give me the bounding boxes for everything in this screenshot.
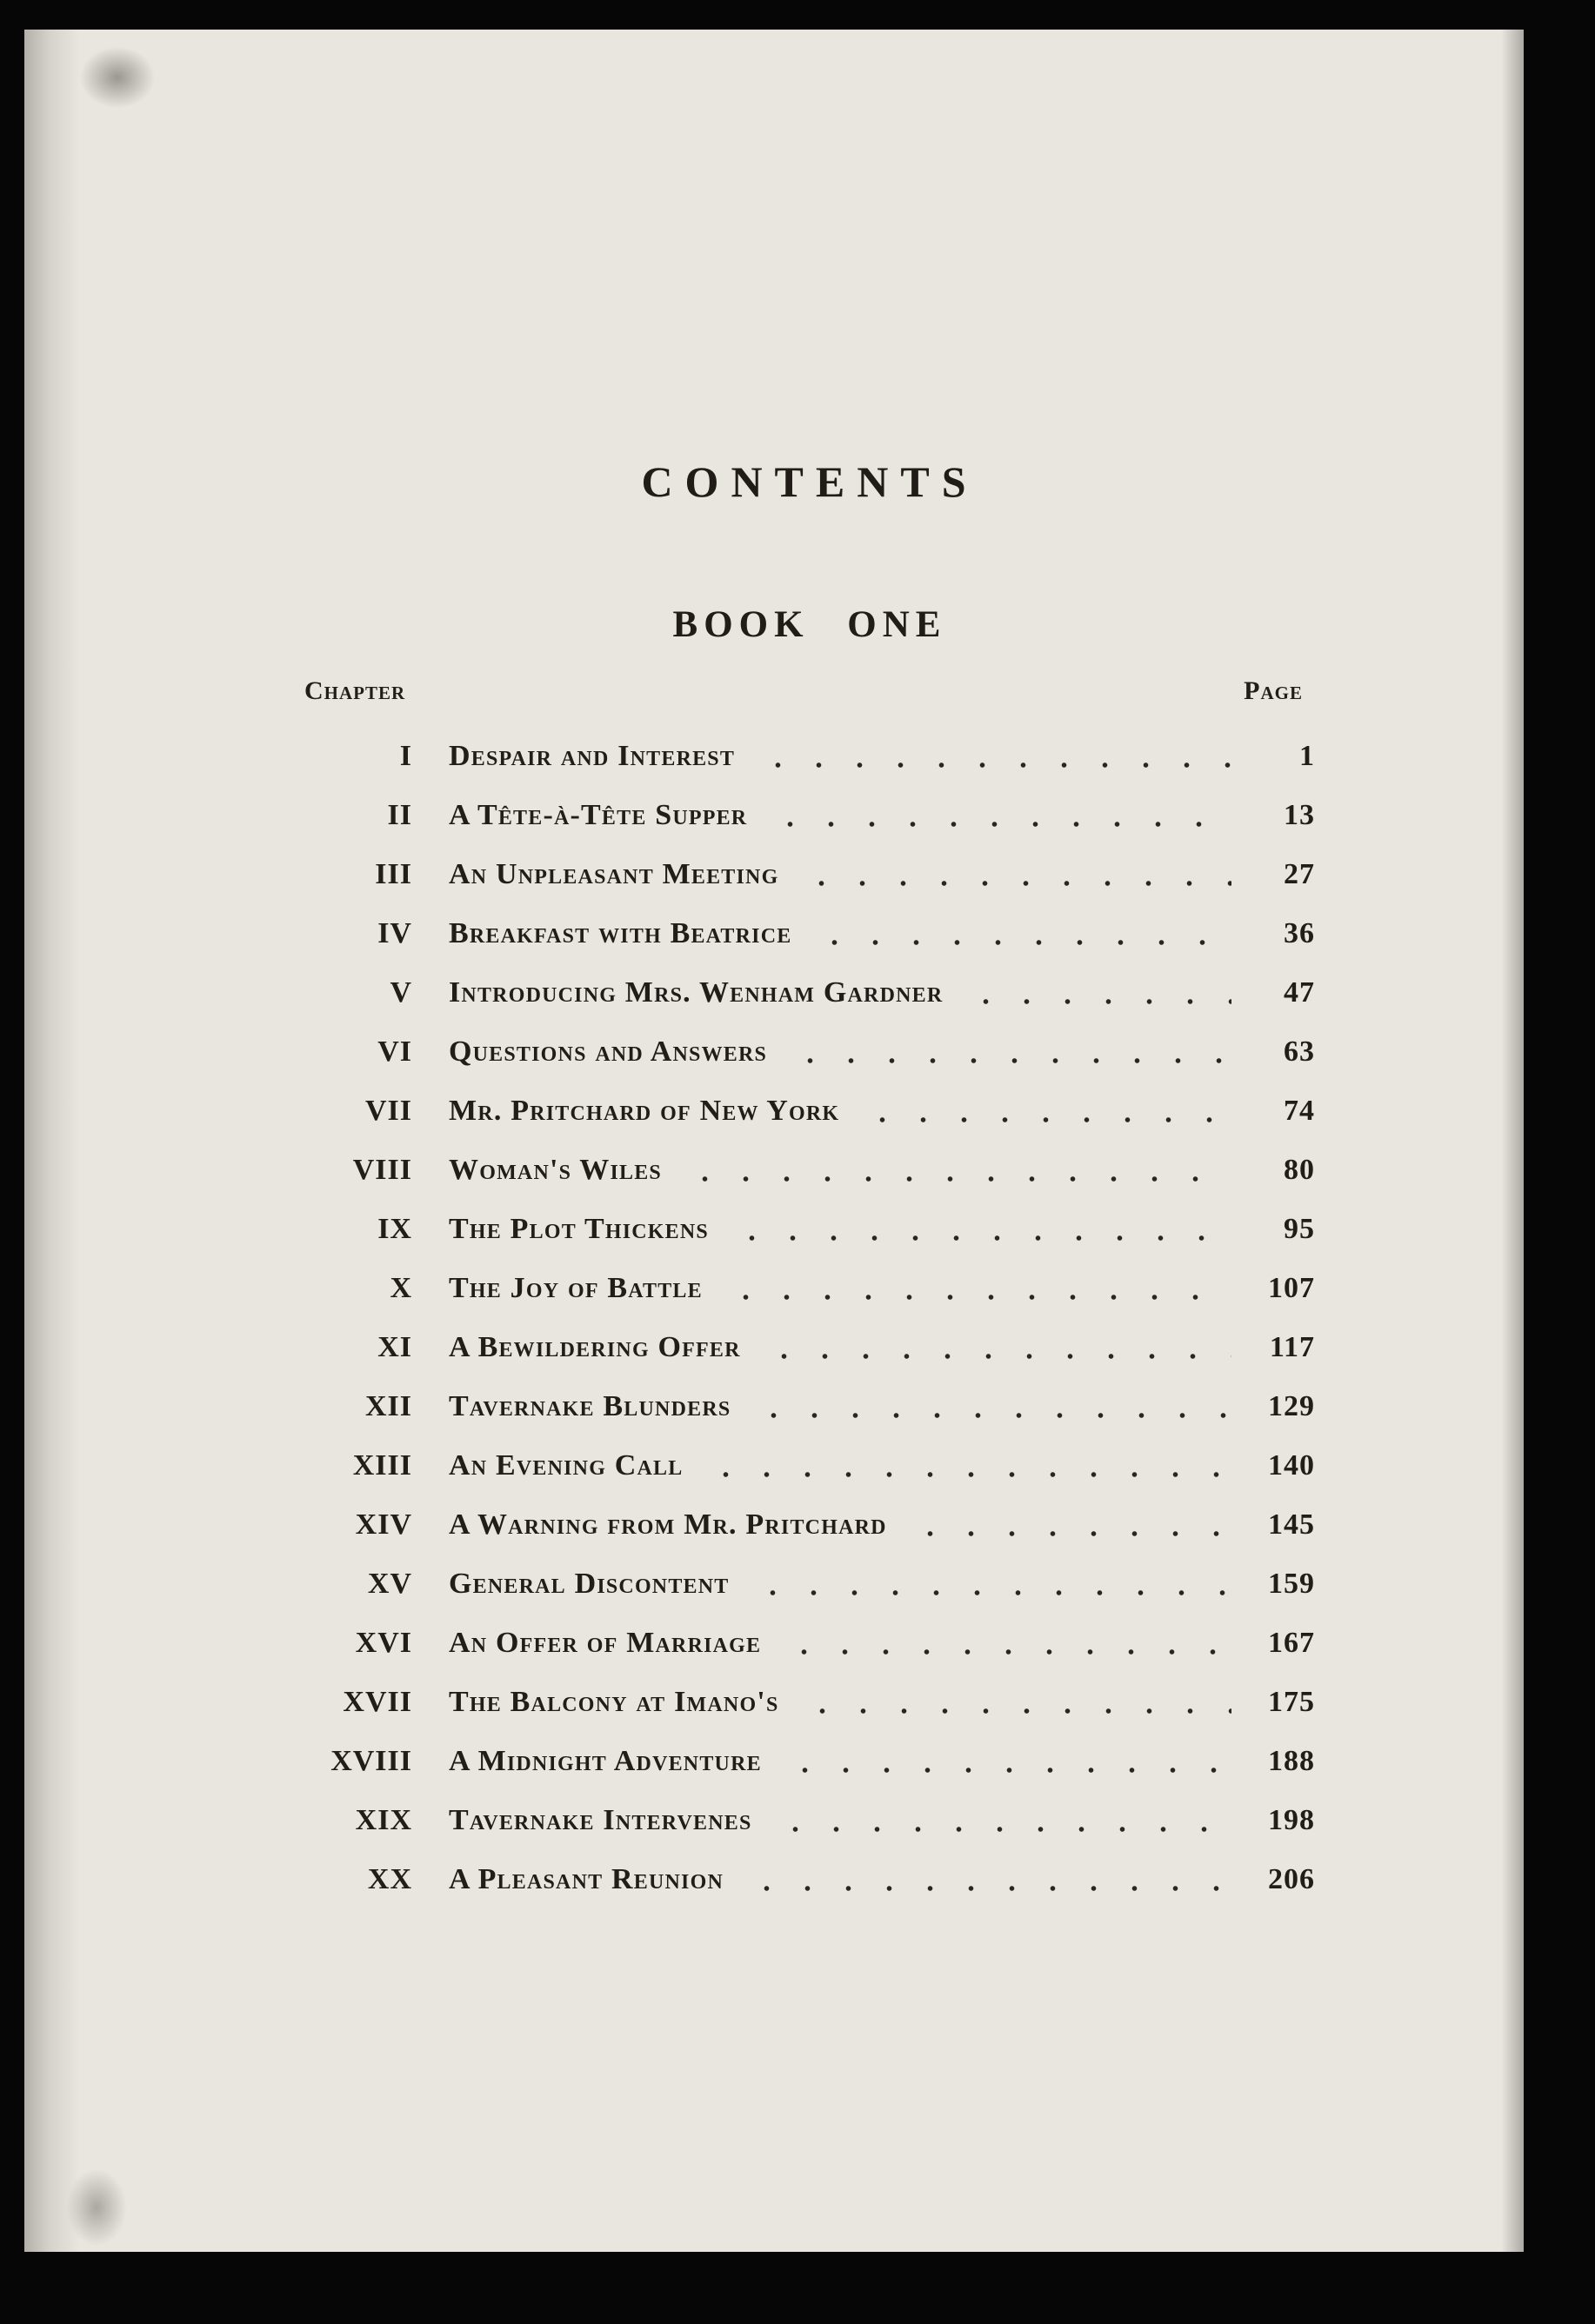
toc-entry [304,1436,1315,1495]
chapter-numeral: IX [377,1213,412,1245]
toc-entry [304,1673,1315,1732]
chapter-title: An Evening Call [449,1449,684,1482]
chapter-numeral: XVII [343,1686,412,1718]
dot-leader [853,1082,1231,1141]
chapter-numeral: XII [364,1390,412,1422]
chapter-numeral: VIII [352,1154,412,1186]
page-number: 206 [1268,1863,1315,1895]
page-number: 1 [1299,740,1315,772]
chapter-numeral: V [390,976,412,1009]
page-number: 63 [1284,1035,1315,1068]
toc-entry [304,1318,1315,1377]
page-number: 80 [1284,1154,1315,1186]
toc-entry [304,1259,1315,1318]
chapter-title: A Pleasant Reunion [449,1863,724,1895]
chapter-title: A Midnight Adventure [449,1745,762,1777]
chapter-title: An Unpleasant Meeting [449,858,779,890]
book-heading: BOOK ONE [672,604,947,645]
page-number: 140 [1268,1449,1315,1482]
scan-smudge-bottom-left [66,2168,127,2247]
chapter-title: The Plot Thickens [449,1213,709,1245]
dot-leader [766,1791,1231,1850]
dot-leader [901,1495,1231,1555]
toc-entry [304,1141,1315,1200]
chapter-title: Despair and Interest [449,740,736,772]
chapter-numeral: I [399,740,412,772]
toc-list [304,727,1315,1909]
toc-entry [304,963,1315,1022]
chapter-numeral: II [387,799,412,831]
toc-entry [304,786,1315,845]
dot-leader [749,727,1231,786]
chapter-title: Tavernake Intervenes [449,1804,752,1836]
toc-entry [304,1495,1315,1555]
chapter-title: Introducing Mrs. Wenham Gardner [449,976,944,1009]
toc-entry [304,1614,1315,1673]
page-number: 198 [1268,1804,1315,1836]
dot-leader [737,1850,1231,1909]
dot-leader [755,1318,1231,1377]
toc-entry [304,845,1315,904]
dot-leader [676,1141,1231,1200]
chapter-title: Mr. Pritchard of New York [449,1095,840,1127]
page-number: 175 [1268,1686,1315,1718]
chapter-title: The Joy of Battle [449,1272,703,1304]
toc-entry [304,1555,1315,1614]
scan-smudge-top-left [78,45,157,110]
chapter-title: Breakfast with Beatrice [449,917,792,949]
dot-leader [957,963,1231,1022]
page-number: 129 [1268,1390,1315,1422]
spine-shadow [24,30,80,2252]
toc-entry [304,1082,1315,1141]
chapter-numeral: XVI [355,1627,412,1659]
page-number: 159 [1268,1568,1315,1600]
page-number: 167 [1268,1627,1315,1659]
chapter-numeral: XIV [355,1508,412,1541]
chapter-numeral: VII [364,1095,412,1127]
dot-leader [723,1200,1231,1259]
chapter-title: An Offer of Marriage [449,1627,762,1659]
dot-leader [744,1377,1231,1436]
page-number: 145 [1268,1508,1315,1541]
page-number: 47 [1284,976,1315,1009]
toc-entry [304,1377,1315,1436]
chapter-numeral: III [375,858,412,890]
dot-leader [792,845,1231,904]
dot-leader [776,1732,1231,1791]
chapter-title: General Discontent [449,1568,730,1600]
chapter-numeral: XIII [352,1449,412,1482]
toc-entry [304,1791,1315,1850]
dot-leader [805,904,1231,963]
toc-entry [304,1200,1315,1259]
chapter-title: A Warning from Mr. Pritchard [449,1508,887,1541]
page-edge-shadow [1501,30,1524,2252]
page-title: CONTENTS [641,457,978,506]
dot-leader [697,1436,1231,1495]
toc-entry [304,727,1315,786]
toc-entry [304,904,1315,963]
dot-leader [775,1614,1231,1673]
dot-leader [717,1259,1231,1318]
chapter-title: A Tête-à-Tête Supper [449,799,748,831]
chapter-column-header: Chapter [304,676,406,705]
chapter-title: The Balcony at Imano's [449,1686,779,1718]
dot-leader [793,1673,1231,1732]
chapter-numeral: VI [377,1035,412,1068]
chapter-title: Tavernake Blunders [449,1390,731,1422]
chapter-numeral: XIX [355,1804,412,1836]
page-number: 13 [1284,799,1315,831]
chapter-title: A Bewildering Offer [449,1331,741,1363]
book-page [24,30,1524,2252]
page-number: 36 [1284,917,1315,949]
chapter-numeral: XV [367,1568,412,1600]
page-number: 188 [1268,1745,1315,1777]
page-number: 117 [1269,1331,1315,1363]
page-number: 74 [1284,1095,1315,1127]
toc-header-row [304,676,1315,706]
page-number: 27 [1284,858,1315,890]
page-column-header: Page [1244,676,1303,705]
chapter-numeral: XVIII [330,1745,412,1777]
chapter-numeral: XI [377,1331,412,1363]
toc-entry [304,1850,1315,1909]
toc-entry [304,1022,1315,1082]
chapter-title: Woman's Wiles [449,1154,662,1186]
toc-entry [304,1732,1315,1791]
page-number: 107 [1268,1272,1315,1304]
dot-leader [781,1022,1231,1082]
page-number: 95 [1284,1213,1315,1245]
chapter-numeral: IV [377,917,412,949]
dot-leader [744,1555,1232,1614]
chapter-title: Questions and Answers [449,1035,768,1068]
dot-leader [761,786,1231,845]
chapter-numeral: X [390,1272,412,1304]
chapter-numeral: XX [367,1863,412,1895]
